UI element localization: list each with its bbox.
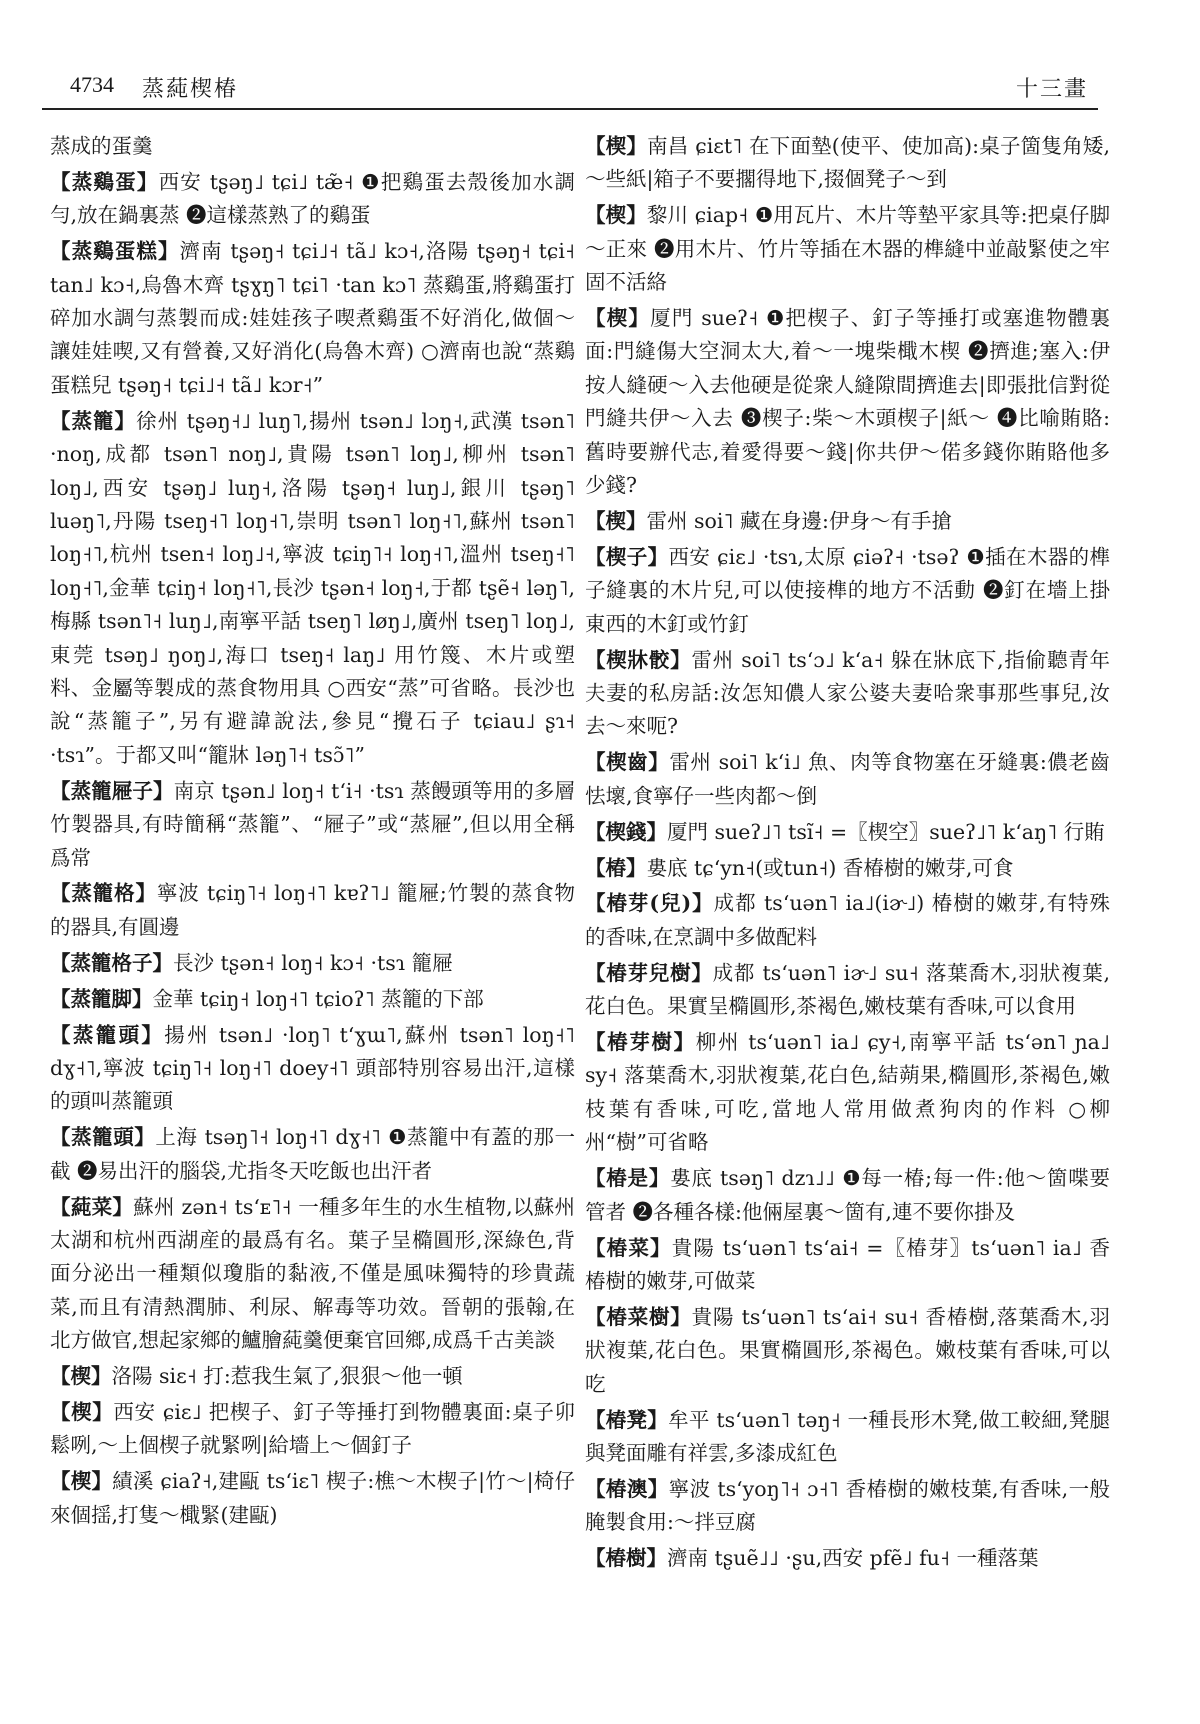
- entry-body: 貴陽 tsʻuən˥ tsʻai˧ =〖椿芽〗tsʻuən˥ ia˩ 香椿樹的嫩芽,可做菜: [585, 1235, 1111, 1293]
- entry-body: 厦門 sueʔ˩˥ tsĩ˧ =〖楔空〗sueʔ˩˥ kʻaŋ˥ 行賄: [667, 819, 1105, 844]
- entry-body: 西安 ɕiɛ˩ 把楔子、釘子等捶打到物體裏面:桌子卯鬆咧,～上個楔子就緊咧|給墻上～個釘子: [50, 1400, 575, 1458]
- header-title: 蒸蒓楔椿: [142, 77, 239, 102]
- entry-body: 雷州 soi˥ 藏在身邊:伊身～有手搶: [646, 508, 952, 533]
- entry-body: 貴陽 tsʻuən˥ tsʻai˧ su˧ 香椿樹,落葉喬木,羽狀複葉,花白色。果實橢圓形,茶褐色。嫩枝葉有香味,可以吃: [585, 1304, 1111, 1396]
- entry-headword: 【楔齒】: [585, 750, 670, 775]
- entry-headword: 【楔】: [50, 1469, 113, 1494]
- dictionary-entry: [50, 1360, 575, 1393]
- entry-body: 績溪 ɕiaʔ˧,建甌 tsʻiɛ˥ 楔子:樵～木楔子|竹～|椅仔來個揺,打隻～檝緊(建甌): [50, 1469, 575, 1527]
- entry-headword: 【楔子】: [585, 544, 669, 569]
- entry-body: 蒸成的蛋羹: [50, 134, 153, 158]
- dictionary-entry: [585, 852, 1110, 885]
- entry-headword: 【楔牀骹】: [585, 647, 692, 672]
- entry-body: 黎川 ɕiap˧ ❶用瓦片、木片等墊平家具等:把桌仔脚～正來 ❷用木片、竹片等插在木器的榫縫中並敲緊使之牢固不活絡: [585, 203, 1111, 295]
- entry-headword: 【楔】: [585, 508, 647, 533]
- entry-headword: 【蒓菜】: [50, 1194, 134, 1219]
- entry-headword: 【蒸籠頭】: [50, 1125, 156, 1150]
- entry-headword: 【椿是】: [585, 1166, 671, 1191]
- entry-headword: 【椿凳】: [585, 1407, 669, 1432]
- entry-body: 柳州 tsʻuən˥ ia˩ ɕy˧,南寧平話 tsʻən˥ ɲa˩ sy˧ 落葉喬木,羽狀複葉,花白色,結蒴果,橢圓形,茶褐色,嫩枝葉有香味,可吃,當地人常用做煮狗肉的作料 ○柳州“樹”可省略: [585, 1030, 1111, 1155]
- entry-headword: 【蒸籠格子】: [50, 950, 173, 975]
- dictionary-entry: [50, 1121, 575, 1188]
- entry-body: 南昌 ɕiɛt˥ 在下面墊(使平、使加高):桌子箇隻角矮,～些紙|箱子不要擱得地下,掇個凳子～到: [585, 134, 1110, 192]
- dictionary-entry: [50, 947, 575, 980]
- entry-body: 成都 tsʻuən˥ ia˩(iɚ˩) 椿樹的嫩芽,有特殊的香味,在烹調中多做配料: [585, 891, 1111, 949]
- left-column: [50, 130, 575, 1535]
- dictionary-entry: [50, 166, 575, 233]
- entry-headword: 【楔】: [585, 134, 648, 158]
- dictionary-entry: [585, 887, 1110, 954]
- entry-body: 雷州 soi˥ tsʻɔ˩ kʻa˧ 躲在牀底下,指偷聽青年夫妻的私房話:汝怎知儂人家公婆夫妻哈衆事那些事兒,汝去～來呃?: [585, 647, 1111, 739]
- dictionary-entry: [50, 235, 575, 402]
- entry-body: 寧波 tɕiŋ˥˧ loŋ˧˥ kɐʔ˥˩ 籠屜;竹製的蒸食物的器具,有圓邊: [50, 881, 575, 939]
- entry-body: 婁底 tɕʻyn˧(或tun˧) 香椿樹的嫩芽,可食: [646, 855, 1014, 880]
- entry-headword: 【楔錢】: [585, 819, 667, 844]
- dictionary-entry: [50, 130, 575, 163]
- entry-headword: 【楔】: [50, 1400, 114, 1425]
- dictionary-entry: [50, 1396, 575, 1463]
- entry-headword: 【椿菜】: [585, 1235, 672, 1260]
- dictionary-entry: [585, 541, 1110, 641]
- dictionary-entry: [585, 1301, 1110, 1401]
- entry-headword: 【椿芽樹】: [585, 1030, 696, 1055]
- dictionary-entry: [585, 1404, 1110, 1471]
- dictionary-entry: [50, 1191, 575, 1358]
- dictionary-entry: [50, 983, 575, 1016]
- entry-body: 蘇州 zən˧ tsʻᴇ˥˧ 一種多年生的水生植物,以蘇州太湖和杭州西湖産的最爲有名。葉子呈橢圓形,深綠色,背面分泌出一種類似瓊脂的黏液,不僅是風味獨特的珍貴蔬菜,而且有清熱潤肺、利尿、解毒等功效。晉朝的張翰,在北方做官,想起家鄉的鱸膾蒓羹便棄官回鄉,成爲千古美談: [50, 1194, 575, 1353]
- dictionary-entry: [585, 1162, 1110, 1229]
- entry-headword: 【楔】: [585, 203, 647, 228]
- dictionary-entry: [585, 644, 1110, 744]
- dictionary-entry: [585, 130, 1110, 197]
- dictionary-entry: [50, 775, 575, 875]
- entry-headword: 【蒸鷄蛋糕】: [50, 239, 180, 264]
- entry-headword: 【蒸籠】: [50, 408, 137, 433]
- entry-body: 成都 tsʻuən˥ iɚ˩ su˧ 落葉喬木,羽狀複葉,花白色。果實呈橢圓形,茶褐色,嫩枝葉有香味,可以食用: [585, 960, 1110, 1019]
- entry-body: 上海 tsəŋ˥˧ loŋ˧˥ dɣ˧˥ ❶蒸籠中有蓋的那一截 ❷易出汗的腦袋,尤指冬天吃飯也出汗者: [50, 1125, 576, 1183]
- entry-body: 雷州 soi˥ kʻi˩ 魚、肉等食物塞在牙縫裏:儂老齒怯壞,食寧仔一些肉都～倒: [585, 750, 1111, 808]
- entry-headword: 【蒸籠格】: [50, 881, 157, 906]
- entry-body: 濟南 tʂəŋ˧ tɕi˩˧ tã˩ kɔ˧,洛陽 tʂəŋ˧ tɕi˧ tan˩ kɔ˧,烏魯木齊 tʂɣŋ˥ tɕi˥ ·tan kɔ˥ 蒸鷄蛋,將鷄蛋打碎加水調勻蒸製而成:娃娃孩子喫煮鷄蛋不好消化,做個～讓娃娃喫,又有營養,又好消化(烏魯木齊) ○濟南也說“蒸鷄蛋糕兒 tʂəŋ˧ tɕi˩˧ tã˩ kɔr˧”: [50, 239, 576, 397]
- section-title: 十三畫: [1015, 77, 1088, 102]
- entry-body: 揚州 tsən˩ ·loŋ˥ tʻɣɯ˥,蘇州 tsən˥ loŋ˧˥ dɣ˧˥,寧波 tɕiŋ˥˧ loŋ˧˥ doey˧˥ 頭部特別容易出汗,這樣的頭叫蒸籠頭: [50, 1022, 576, 1114]
- entry-headword: 【椿】: [585, 855, 647, 880]
- page-number: 4734: [70, 72, 114, 97]
- page-header: [42, 72, 1098, 110]
- entry-body: 濟南 tʂuẽ˩˩ ·ʂu,西安 pfẽ˩ fu˧ 一種落葉: [667, 1546, 1039, 1571]
- dictionary-entry: [585, 746, 1110, 813]
- dictionary-entry: [585, 199, 1110, 299]
- entry-headword: 【椿芽(兒)】: [585, 891, 714, 916]
- entry-body: 婁底 tsəŋ˥ dzɿ˩˩ ❶每一椿;每一件:他～箇喋要管者 ❷各種各樣:他倆屋裏～箇有,連不要你掛及: [585, 1166, 1111, 1224]
- right-column: [585, 130, 1110, 1578]
- entry-headword: 【蒸籠屜子】: [50, 778, 174, 803]
- entry-body: 金華 tɕiŋ˧ loŋ˧˥ tɕioʔ˥ 蒸籠的下部: [152, 986, 484, 1011]
- dictionary-entry: [585, 1473, 1110, 1540]
- entry-headword: 【蒸籠頭】: [50, 1022, 165, 1047]
- entry-headword: 【楔】: [50, 1364, 112, 1389]
- dictionary-entry: [50, 1465, 575, 1532]
- dictionary-entry: [585, 505, 1110, 538]
- dictionary-entry: [585, 1026, 1110, 1160]
- entry-headword: 【楔】: [585, 306, 651, 331]
- dictionary-entry: [50, 877, 575, 944]
- entry-headword: 【椿菜樹】: [585, 1304, 692, 1329]
- entry-body: 長沙 tʂən˧ loŋ˧ kɔ˧ ·tsɿ 籠屜: [173, 950, 453, 975]
- dictionary-entry: [50, 1019, 575, 1119]
- entry-headword: 【蒸籠脚】: [50, 986, 153, 1011]
- dictionary-entry: [50, 405, 575, 772]
- dictionary-entry: [585, 302, 1110, 502]
- entry-headword: 【椿芽兒樹】: [585, 960, 713, 985]
- entry-headword: 【椿澳】: [585, 1476, 669, 1501]
- entry-body: 寧波 tsʻyoŋ˥˧ ɔ˧˥ 香椿樹的嫩枝葉,有香味,一般腌製食用:～拌豆腐: [585, 1476, 1110, 1535]
- entry-body: 牟平 tsʻuən˥ təŋ˧ 一種長形木凳,做工較細,凳腿與凳面雕有祥雲,多漆成紅色: [585, 1407, 1111, 1465]
- entry-body: 徐州 tʂəŋ˧˩ luŋ˥,揚州 tsən˩ lɔŋ˧,武漢 tsən˥ ·noŋ,成都 tsən˥ noŋ˩,貴陽 tsən˥ loŋ˩,柳州 tsən˥ loŋ˩,西安 tʂəŋ˩ luŋ˧,洛陽 tʂəŋ˧ luŋ˩,銀川 tʂəŋ˥ luəŋ˥,丹陽 tseŋ˧˥ loŋ˧˥,崇明 tsən˥ loŋ˧˥,蘇州 tsən˥ loŋ˧˥,杭州 tsen˧ loŋ˩˧,寧波 tɕiŋ˥˧ loŋ˧˥,溫州 tseŋ˧˥ loŋ˧˥,金華 tɕiŋ˧ loŋ˧˥,長沙 tʂən˧ loŋ˧,于都 tʂẽ˧ ləŋ˥,梅縣 tsən˥˧ luŋ˩,南寧平話 tseŋ˥ løŋ˩,廣州 tseŋ˥ loŋ˩,東莞 tsəŋ˩ ŋoŋ˩,海口 tseŋ˧ laŋ˩ 用竹篾、木片或塑料、金屬等製成的蒸食物用具 ○西安“蒸”可省略。長沙也說“蒸籠子”,另有避諱說法,參見“攪石子 tɕiau˩ ʂɿ˧ ·tsɿ”。于都又叫“籠牀 ləŋ˥˧ tsɔ̃˥”: [50, 408, 575, 767]
- dictionary-entry: [585, 1542, 1110, 1575]
- entry-headword: 【蒸鷄蛋】: [50, 169, 159, 194]
- entry-body: 西安 tʂəŋ˩ tɕi˩ tæ̃˧ ❶把鷄蛋去殼後加水調勻,放在鍋裏蒸 ❷這樣蒸熟了的鷄蛋: [50, 169, 575, 228]
- entry-body: 西安 ɕiɛ˩ ·tsɿ,太原 ɕiəʔ˧ ·tsəʔ ❶插在木器的榫子縫裏的木片兒,可以使接榫的地方不活動 ❷釘在墻上掛東西的木釘或竹釘: [585, 544, 1111, 636]
- dictionary-entry: [585, 957, 1110, 1024]
- entry-body: 南京 tʂən˩ loŋ˧ tʻi˧ ·tsɿ 蒸饅頭等用的多層竹製器具,有時簡稱“蒸籠”、“屜子”或“蒸屜”,但以用全稱爲常: [50, 778, 575, 870]
- entry-body: 厦門 sueʔ˧ ❶把楔子、釘子等捶打或塞進物體裏面:門縫傷大空洞太大,着～一塊柴檝木楔 ❷擠進;塞入:伊按人縫硬～入去他硬是從衆人縫隙間擠進去|即張批信對從門縫共伊～入去 ❸楔子:柴～木頭楔子|紙～ ❹比喻賄賂:舊時要辦代志,着愛得要～錢|你共伊～偌多錢你賄賂他多少錢?: [585, 306, 1111, 498]
- entry-headword: 【椿樹】: [585, 1546, 667, 1571]
- entry-body: 洛陽 siɛ˧ 打:惹我生氣了,狠狠～他一頓: [111, 1364, 463, 1389]
- dictionary-entry: [585, 816, 1110, 849]
- dictionary-entry: [585, 1232, 1110, 1299]
